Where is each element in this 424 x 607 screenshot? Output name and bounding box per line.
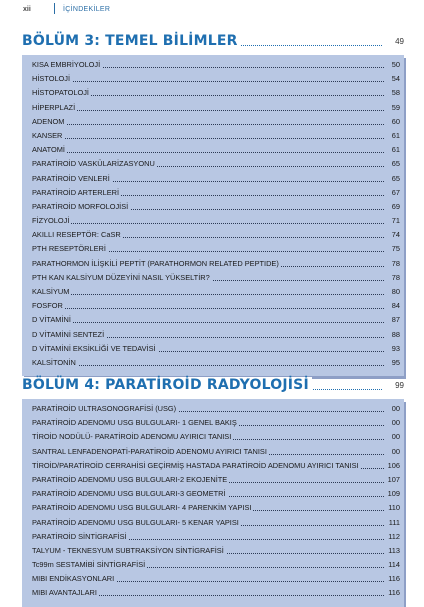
toc-entry-page: 67 [390, 186, 400, 200]
toc-entry[interactable] [32, 58, 400, 72]
toc-entry-label: PARATİROİD ADENOMU USG BULGULARI- 1 GENEL BAKIŞ [32, 418, 237, 428]
toc-entry-label: MIBI ENDİKASYONLARI [32, 574, 115, 584]
section-page: 49 [395, 37, 404, 46]
toc-entry-label: ANATOMİ [32, 145, 65, 155]
toc-entry-page: 61 [390, 129, 400, 143]
section-heading [22, 33, 404, 53]
page-number: xii [23, 6, 31, 13]
toc-entry-page: 93 [390, 342, 400, 356]
toc-entry-label: D VİTAMİNİ EKSİKLİĞİ VE TEDAVİSİ [32, 343, 156, 353]
toc-entry-label: PARATİROİD VENLERİ [32, 173, 110, 183]
toc-entry-label: KISA EMBRİYOLOJİ [32, 60, 101, 69]
toc-entry-label: PTH RESEPTÖRLERİ [32, 244, 106, 254]
toc-entry-page: 88 [390, 328, 400, 342]
toc-entry-page: 54 [390, 72, 400, 86]
toc-entry-label: PTH KAN KALSİYUM DÜZEYİNİ NASIL YÜKSELTİR? [32, 272, 210, 282]
toc-entry-label: FOSFOR [32, 301, 63, 311]
toc-entry[interactable] [32, 313, 400, 327]
toc-entry-page: 75 [390, 242, 400, 256]
toc-entry[interactable] [32, 459, 400, 473]
toc-entry-page: 116 [386, 572, 400, 586]
toc-entry[interactable] [32, 214, 400, 228]
toc-entry-label: HİSTOLOJİ [32, 74, 71, 84]
toc-entry[interactable] [32, 228, 400, 242]
toc-entry-page: 59 [390, 101, 400, 115]
toc-entry[interactable] [32, 572, 400, 586]
section-3 [22, 33, 404, 376]
toc-entry-page: 61 [390, 143, 400, 157]
leader-dots [32, 81, 384, 82]
toc-entry-page: 74 [390, 228, 400, 242]
leader-dots [32, 223, 384, 224]
toc-entry[interactable] [32, 299, 400, 313]
toc-entry-label: TALYUM - TEKNESYUM SUBTRAKSİYON SİNTİGRAFİSİ [32, 545, 224, 555]
toc-entry-label: PARATİROİD ADENOMU USG BULGULARI- 4 PARENKİM YAPISI [32, 503, 252, 513]
toc-entry-label: Tc99m SESTAMİBİ SİNTİGRAFİSİ [32, 560, 146, 570]
toc-entry[interactable] [32, 186, 400, 200]
toc-entry-label: HİPERPLAZİ [32, 102, 76, 112]
leader-dots [32, 138, 384, 139]
toc-entry-page: 00 [390, 416, 400, 430]
section-heading [22, 377, 404, 397]
toc-entry-label: PARATİROİD ARTERLERİ [32, 187, 120, 197]
toc-entry-label: MIBI AVANTAJLARI [32, 588, 97, 598]
toc-entry-page: 65 [390, 157, 400, 171]
page-header [0, 0, 424, 18]
toc-entry-label: D VİTAMİNİ SENTEZİ [32, 329, 105, 339]
toc-entry-page: 50 [390, 58, 400, 72]
toc-entry-page: 69 [390, 200, 400, 214]
toc-entry[interactable] [32, 129, 400, 143]
toc-entry-page: 116 [386, 586, 400, 600]
toc-entry-label: KALSİYUM [32, 287, 70, 296]
toc-entry-page: 58 [390, 86, 400, 100]
section-4 [22, 377, 404, 607]
toc-entry-label: PARATİROİD ADENOMU USG BULGULARI- 5 KENAR YAPISI [32, 517, 239, 527]
toc-entry[interactable] [32, 101, 400, 115]
leader-dots [32, 365, 384, 366]
toc-entry[interactable] [32, 271, 400, 285]
leader-dots [32, 294, 384, 295]
toc-entry-page: 109 [386, 487, 400, 501]
toc-entry-page: 00 [390, 445, 400, 459]
toc-entry-label: PARATİROİD ADENOMU USG BULGULARI-3 GEOMETRİ [32, 489, 226, 499]
toc-entry-page: 00 [390, 430, 400, 444]
toc-entry[interactable] [32, 356, 400, 370]
toc-entry[interactable] [32, 200, 400, 214]
toc-entry-page: 65 [390, 172, 400, 186]
toc-entry[interactable] [32, 285, 400, 299]
toc-entry-page: 95 [390, 356, 400, 370]
toc-entry[interactable] [32, 86, 400, 100]
toc-entry[interactable] [32, 558, 400, 572]
toc-entry[interactable] [32, 172, 400, 186]
toc-entry[interactable] [32, 402, 400, 416]
toc-entry-label: SANTRAL LENFADENOPATİ-PARATİROİD ADENOMU AYIRICI TANISI [32, 446, 267, 456]
toc-panel [22, 55, 404, 376]
section-page: 99 [395, 381, 404, 390]
toc-entry-label: KANSER [32, 130, 63, 140]
toc-entry-page: 110 [386, 501, 400, 515]
header-divider [54, 3, 55, 14]
toc-entry-label: PARATHORMON İLİŞKİLİ PEPTİT (PARATHORMON RELATED PEPTIDE) [32, 258, 279, 268]
toc-entry[interactable] [32, 544, 400, 558]
toc-entry-label: D VİTAMİNİ [32, 315, 71, 325]
toc-entry-label: TİROİD NODÜLÜ- PARATİROİD ADENOMU AYIRICI TANISI [32, 432, 232, 442]
toc-entry[interactable] [32, 242, 400, 256]
toc-entry-page: 84 [390, 299, 400, 313]
leader-dots [32, 308, 384, 309]
toc-entry-label: PARATİROİD ULTRASONOGRAFİSİ (USG) [32, 404, 177, 413]
toc-entry-label: PARATİROİD MORFOLOJİSİ [32, 201, 129, 211]
section-title: BÖLÜM 4: PARATİROİD RADYOLOJİSİ [22, 377, 312, 393]
toc-entry-label: ADENOM [32, 116, 65, 126]
toc-entry[interactable] [32, 516, 400, 530]
toc-entry[interactable] [32, 72, 400, 86]
toc-entry-page: 107 [386, 473, 400, 487]
leader-dots [32, 110, 384, 111]
toc-entry-page: 60 [390, 115, 400, 129]
leader-dots [32, 152, 384, 153]
leader-dots [32, 124, 384, 125]
toc-entry-page: 71 [390, 214, 400, 228]
toc-entry-page: 113 [386, 544, 400, 558]
toc-entry[interactable] [32, 416, 400, 430]
toc-entry-label: PARATİROİD VASKÜLARİZASYONU [32, 159, 155, 169]
leader-dots [32, 322, 384, 323]
toc-entry-label: FİZYOLOJİ [32, 216, 70, 226]
section-title: BÖLÜM 3: TEMEL BİLİMLER [22, 33, 241, 49]
toc-entry[interactable] [32, 445, 400, 459]
toc-entry[interactable] [32, 143, 400, 157]
toc-entry[interactable] [32, 487, 400, 501]
toc-entry[interactable] [32, 430, 400, 444]
toc-entry-label: TİROİD/PARATİROİD CERRAHİSİ GEÇİRMİŞ HASTADA PARATİROİD ADENOMU AYIRICI TANISI [32, 460, 359, 470]
toc-panel [22, 399, 404, 607]
toc-entry-page: 114 [386, 558, 400, 572]
toc-entry[interactable] [32, 586, 400, 600]
toc-entry-page: 87 [390, 313, 400, 327]
toc-entry-page: 106 [386, 459, 400, 473]
toc-entry-label: PARATİROİD ADENOMU USG BULGULARI-2 EKOJENİTE [32, 474, 228, 484]
toc-entry[interactable] [32, 530, 400, 544]
toc-entry[interactable] [32, 115, 400, 129]
toc-entry[interactable] [32, 257, 400, 271]
toc-entry-page: 78 [390, 271, 400, 285]
toc-entry-page: 80 [390, 285, 400, 299]
toc-entry-page: 112 [386, 530, 400, 544]
toc-entry-label: KALSİTONİN [32, 357, 76, 367]
toc-entry-label: PARATİROİD SİNTİGRAFİSİ [32, 531, 127, 541]
running-title: İÇİNDEKİLER [63, 6, 111, 13]
toc-entry[interactable] [32, 501, 400, 515]
toc-entry-label: AKILLI RESEPTÖR: CaSR [32, 230, 121, 240]
toc-entry-page: 111 [387, 516, 400, 530]
toc-entry-label: HİSTOPATOLOJİ [32, 88, 89, 98]
toc-entry-page: 78 [390, 257, 400, 271]
toc-entry[interactable] [32, 328, 400, 342]
toc-entry-page: 00 [390, 402, 400, 416]
toc-entry[interactable] [32, 342, 400, 356]
toc-entry[interactable] [32, 157, 400, 171]
toc-entry[interactable] [32, 473, 400, 487]
